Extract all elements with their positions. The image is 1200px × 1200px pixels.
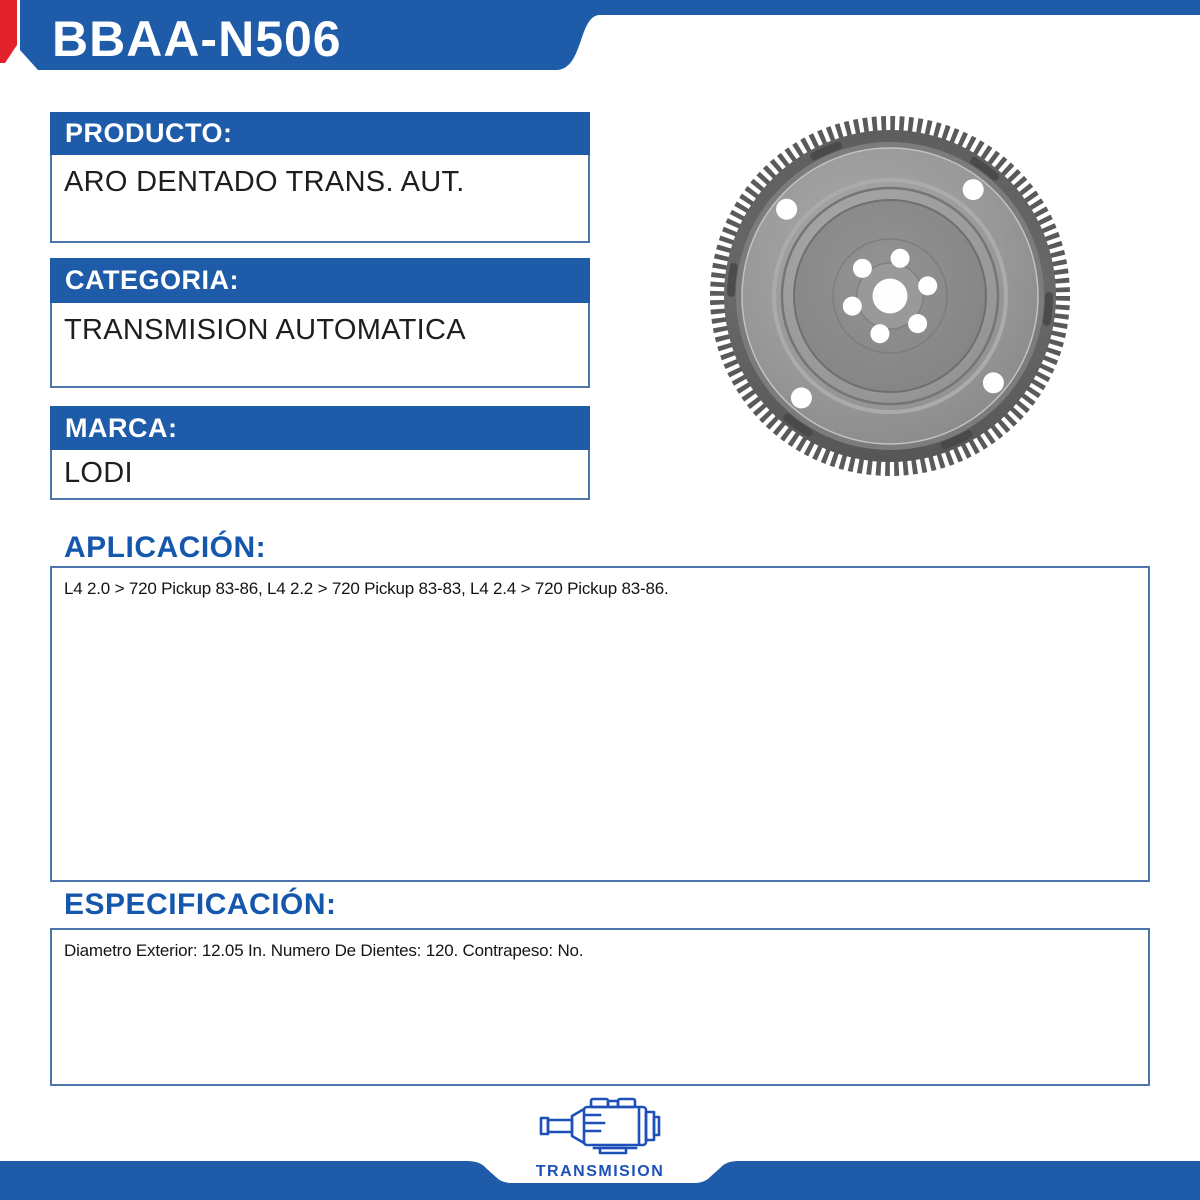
aplicacion-heading: APLICACIÓN:	[64, 531, 267, 564]
part-number-title: BBAA-N506	[52, 11, 342, 67]
categoria-label: CATEGORIA:	[65, 265, 239, 295]
producto-label: PRODUCTO:	[65, 118, 233, 148]
marca-label-bar	[50, 406, 590, 450]
especificacion-text: Diametro Exterior: 12.05 In. Numero De Dientes: 120. Contrapeso: No.	[64, 941, 584, 960]
aplicacion-box	[50, 566, 1150, 882]
producto-value: ARO DENTADO TRANS. AUT.	[64, 166, 465, 198]
marca-label: MARCA:	[65, 412, 178, 443]
transmission-icon	[538, 1094, 670, 1158]
categoria-value-box	[50, 303, 590, 388]
producto-label-bar	[50, 112, 590, 155]
marca-value-box	[50, 450, 590, 500]
especificacion-box	[50, 928, 1150, 1086]
especificacion-heading: ESPECIFICACIÓN:	[64, 888, 337, 921]
header-red-accent	[0, 0, 17, 63]
flexplate-product-image	[705, 110, 1075, 482]
categoria-value: TRANSMISION AUTOMATICA	[64, 314, 466, 346]
center-bore	[873, 279, 908, 314]
aplicacion-text: L4 2.0 > 720 Pickup 83-86, L4 2.2 > 720 Pickup 83-83, L4 2.4 > 720 Pickup 83-86.	[64, 579, 669, 598]
marca-value: LODI	[64, 457, 133, 489]
producto-value-box	[50, 155, 590, 243]
footer-category-label: TRANSMISION	[535, 1163, 665, 1180]
categoria-label-bar	[50, 258, 590, 303]
